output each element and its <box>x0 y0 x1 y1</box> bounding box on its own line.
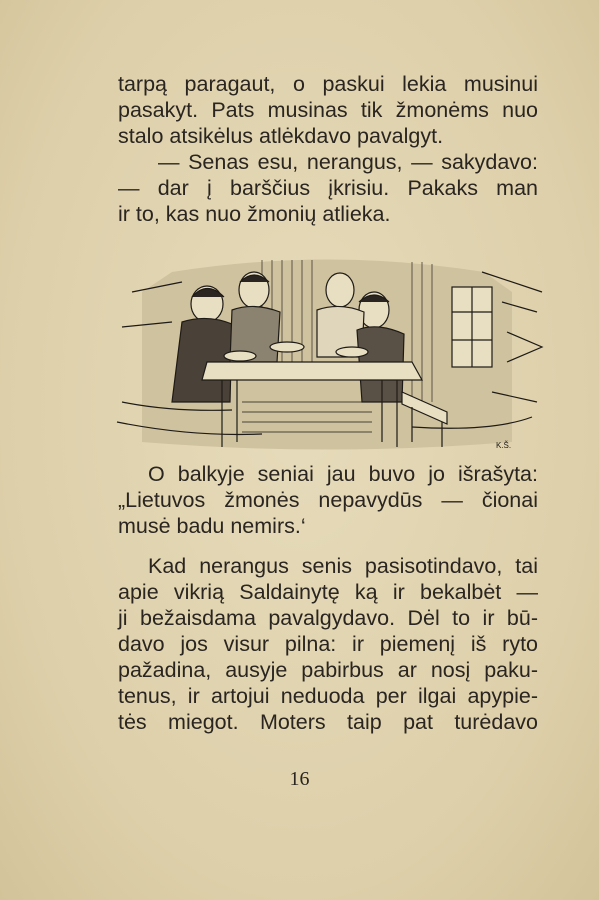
page-number: 16 <box>289 768 310 790</box>
illustration-signature: K.Š. <box>496 441 512 450</box>
text-line: ir to, kas nuo žmonių atlieka. <box>118 202 391 226</box>
text-line: pasakyt. Pats musinas tik žmonėms nuo <box>118 98 538 122</box>
text-line: tės miegot. Moters taip pat turėdavo <box>118 710 538 734</box>
text-line: O balkyje seniai jau buvo jo išrašyta: <box>148 462 538 486</box>
text-line: — Senas esu, nerangus, — sakydavo: <box>158 150 538 174</box>
paragraph-2 <box>118 461 538 539</box>
text-line: — dar į barščius įkrisiu. Pakaks man <box>118 176 538 200</box>
text-line: ji bežaisdama pavalgydavo. Dėl to ir bū- <box>118 606 538 630</box>
text-line: pažadina, ausyje pabirbus ar nosį paku- <box>118 658 538 682</box>
text-line: musė badu nemirs.‘ <box>118 514 306 538</box>
dinner-table-illustration <box>112 252 544 462</box>
text-line: tenus, ir artojui neduoda per ilgai apypie- <box>118 684 538 708</box>
text-line: davo jos visur pilna: ir piemenį iš ryto <box>118 632 538 656</box>
text-line: apie vikrią Saldainytę ką ir bekalbėt — <box>118 580 538 604</box>
text-line: tarpą paragaut, o paskui lekia musinui <box>118 72 538 96</box>
paragraph-1 <box>118 71 538 227</box>
paragraph-3 <box>118 553 538 735</box>
text-line: „Lietuvos žmonės nepavydūs — čionai <box>118 488 538 512</box>
text-line: stalo atsikėlus atlėkdavo pavalgyt. <box>118 124 444 148</box>
text-line: Kad nerangus senis pasisotindavo, tai <box>148 554 538 578</box>
